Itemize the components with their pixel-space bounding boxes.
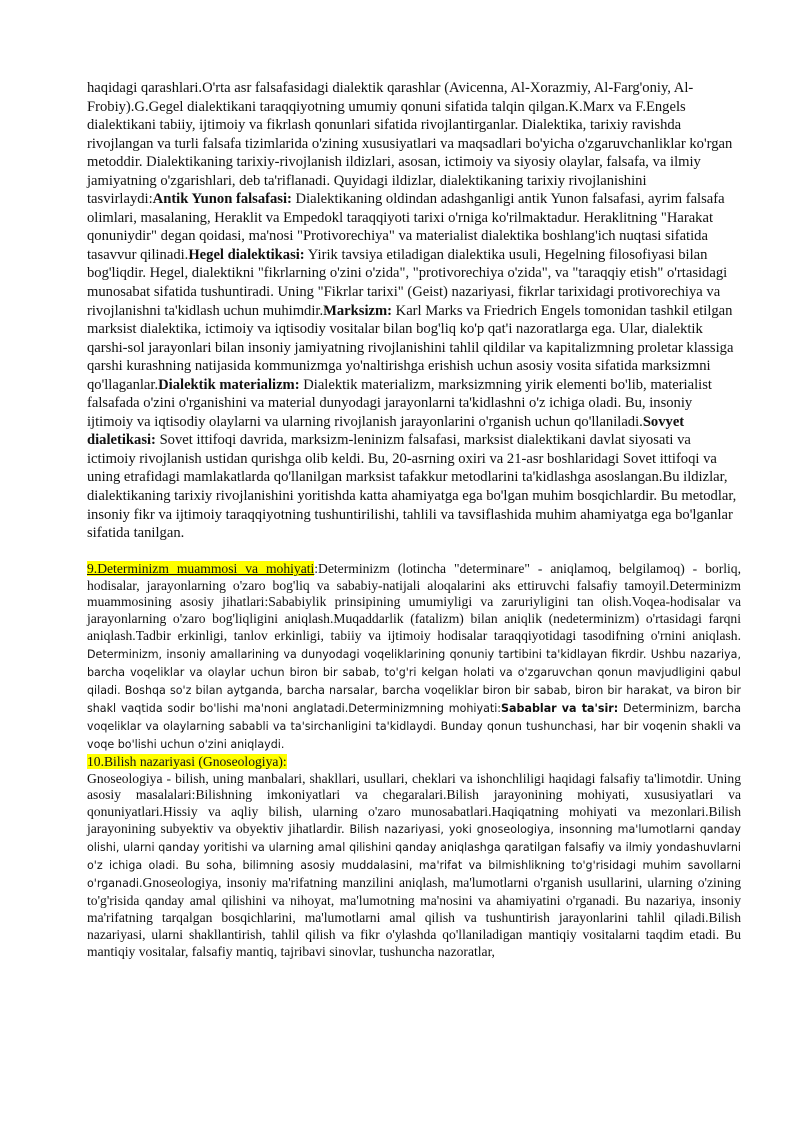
heading-hegel: Hegel dialektikasi: — [188, 246, 305, 263]
intro-text: haqidagi qarashlari.O'rta asr falsafasidagi dialektik qarashlar (Avicenna, Al-Xorazmiy, Al-Farg'oniy, Al-Frobiy).G.Gegel dialektikani taraqqiyotning umumiy qonuni sifatida talqin qilgan.K.Marx va F.Engels dialektikani tabiiy, ijtimoiy va fikrlash qonunlari sifatida rivojlantirganlar. Dialektika, tarixiy ravishda rivojlangan va turli falsafa tizimlarida o'zining xususiyatlari va maqsadlari bo'yicha o'zgaruvchanliklar ko'rgan metoddir. Dialektikaning tarixiy-rivojlanish ildizlari, asosan, ictimoiy va siyosiy olaylar, falsafa, va ilmiy jamiyatning o'zgarishlari, deb ta'riflanadi. Quyidagi ildizlar, dialektikaning tarixiy rivojlanishini tasvirlaydi: — [87, 80, 733, 208]
heading-sabablar: Sabablar va ta'sir: — [501, 701, 619, 715]
section-9-heading: 9.Determinizm muammosi va mohiyati — [87, 560, 315, 576]
section-9-text: :Determinizm (lotincha "determinare" - aniqlamoq, belgilamoq) - borliq, hodisalar, jarayonlarning o'zaro bog'liq va sababiy-natijali aloqalarini aks ettiruvchi falsafiy tamoyil.Determinizm muammosining asosiy jihatlari:Sababiylik prinsipining umumiyligi va zaruriyligini tan olish.Voqea-hodisalar va jarayonlarning o'zaro bog'liqligini aniqlash.Muqaddarlik (fatalizm) bilan aniqlik (nedeterminizm) o'rtasidagi farqni aniqlash.Tadbir erkinligi, tanlov erkinligi, tabiiy va ijtimoiy hodisalar taraqqiyotidagi tasodifning o'rnini aniqlash. — [87, 560, 741, 644]
section-10-text-2: Gnoseologiya, insoniy ma'rifatning manzilini aniqlash, ma'lumotlarni o'rganish usullarini, ularning o'zining to'g'risida qanday amal qilishini va nihoyat, ma'lumotning ma'nosini va ahamiyatini o'rganadi. Bu nazariya, insoniy ma'rifatning tarqalgan bosqichlarini, ma'lumotlarni amal qilish va tushuntirish jarayonlarini tahlil qiladi.Bilish nazariyasi, ularni shakllantirish, tahlil qilish va fikr o'ylashda qo'llaniladigan mantiqiy vositalarni taqdim etadi. Bu mantiqiy vositalar, falsafiy mantiq, tajribavi sinovlar, tushuncha nazoratlar, — [87, 874, 741, 959]
paragraph-gap — [87, 543, 741, 561]
section-10-sans-text: Bilish nazariyasi, yoki gnoseologiya, insonning ma'lumotlarni qanday olishi, ularni qanday yoritishi va ularning amal qilishini qanday aniqlashga qaratilgan falsafiy va ilmiy yondashuvlarni o'z ichiga oladi. Bu soha, bilimning asosiy muddalasini, ma'rifat va bilmishlikning to'g'risidagi muhim savollarni o'rganadi. — [87, 823, 741, 890]
sabablar-text: Determinizm, barcha voqeliklar va olaylarning sababli va ta'sirchanligini ta'kidlaydi. Bunday qonun tushunchasi, har bir voqenin shakli va voqe bo'lishi uchun o'zini aniqlaydi. — [87, 701, 742, 751]
heading-sovyet: Sovyet dialetikasi: — [87, 413, 685, 449]
hegel-text: Yirik tavsiya etiladigan dialektika usuli, Hegelning filosofiyasi bilan bog'liqdir. Hegel, dialektikni "fikrlarning o'zini o'zida", "protivorechiya o'zida", va "taraqqiy etish" o'rtasidagi munosabat sifatida tushuntiradi. Uning "Fikrlar tarixi" (Geist) nazariyasi, fikrlar tarixidagi protivorechiya va rivojlanishni ta'kidlash uchun muhimdir. — [87, 246, 728, 319]
section-10-heading-line — [87, 754, 741, 771]
materializm-text: Dialektik materializm, marksizmning yirik elementi bo'lib, materialist falsafada o'zini o'rganishini va material dunyodagi jarayonlarni ta'kidlashni o'z ichiga oladi. Bu, insoniy ijtimoiy va iqtisodiy olaylarni va ularning rivojlanish jarayonlarini o'rganish uchun qo'llaniladi. — [87, 376, 712, 430]
document-page — [87, 79, 741, 961]
section-10-text: Gnoseologiya - bilish, uning manbalari, shakllari, usullari, cheklari va ishonchliligi haqidagi falsafiy ta'limotdir. Uning asosiy masalalari:Bilishning imkoniyatlari va chegaralari.Bilish jarayonining mohiyati, xususiyatlari va qonuniyatlari.Hissiy va aqliy bilish, ularning o'zaro munosabatlari.Haqiqatning mohiyati va mezonlari.Bilish jarayonining subyektiv va obyektiv jihatlardir. — [87, 770, 741, 837]
section-9-sans-text: Determinizm, insoniy amallarining va dunyodagi voqeliklarining qonuniy tartibini ta'kidlayan fikrdir. Ushbu nazariya, barcha voqeliklar va olaylar uchun biron bir sabab, to'g'ri kelgan holati va o'zgaruvchan qonun mavjudligini qabul qiladi. Boshqa so'z bilan aytganda, barcha narsalar, barcha voqeliklar biron bir sabab, biron bir harakat, va biron bir shakl vaqtida sodir bo'lishi ma'noni anglatadi.Determinizmning mohiyati: — [87, 648, 741, 715]
antik-text: Dialektikaning oldindan adashganligi antik Yunon falsafasi, ayrim falsafa olimlari, masalaning, Heraklit va Empedokl taraqqiyoti tarixi o'rniga ko'rilmaktadur. Heraklitning "Harakat qonuniydir" degan qoidasi, ma'nosi "Protivorechiya" va materialist dialektika boshlang'ich nuqtasi sifatida tasavvur qilinadi. — [87, 191, 725, 263]
dialectics-roots-paragraph — [87, 79, 741, 543]
heading-dialektik-materializm: Dialektik materializm: — [158, 376, 300, 393]
sovyet-text: Sovet ittifoqi davrida, marksizm-leninizm falsafasi, marksist dialektikani davlat siyosati va ictimoiy rivojlanish ustidan qurishga olib keldi. Bu, 20-asrning oxiri va 21-asr boshlaridagi Sovet ittifoqi va uning etrafidagi mamlakatlarda qo'llanilgan marksist tafakkur metodlarini ta'kidlashga asoslangan.Bu ildizlar, dialektikaning tarixiy rivojlanishini yoritishda katta ahamiyatga ega bo'lgan muhim bosqichlardir. Bu metodlar, insoniy fikr va ijtimoiy taraqqiyotning tushuntirilishi, tahlili va tavsiflashida muhim ahamiyatga ega bo'lganlar sifatida tanilgan. — [87, 432, 737, 542]
section-10-gnoseologiya — [87, 754, 741, 961]
section-10-heading: 10.Bilish nazariyasi (Gnoseologiya): — [87, 753, 287, 769]
heading-antik-yunon: Antik Yunon falsafasi: — [152, 191, 292, 208]
marksizm-text: Karl Marks va Friedrich Engels tomonidan tashkil etilgan marksist dialektika, ictimoiy va iqtisodiy vositalar bilan bog'liq ko'p qat'i nazoratlarga ega. Ular, dialektik qarshi-sol jarayonlari bilan insoniy jamiyatning rivojlanishini tahlil qildilar va kapitalizmning proletar klassiga qarshi kurashning natijasida kommunizmga yo'naltirishga erishish uchun asosiy vosita sifatida marksizmni qo'llaganlar. — [87, 302, 734, 393]
heading-marksizm: Marksizm: — [323, 302, 393, 319]
section-9-determinizm — [87, 561, 741, 754]
